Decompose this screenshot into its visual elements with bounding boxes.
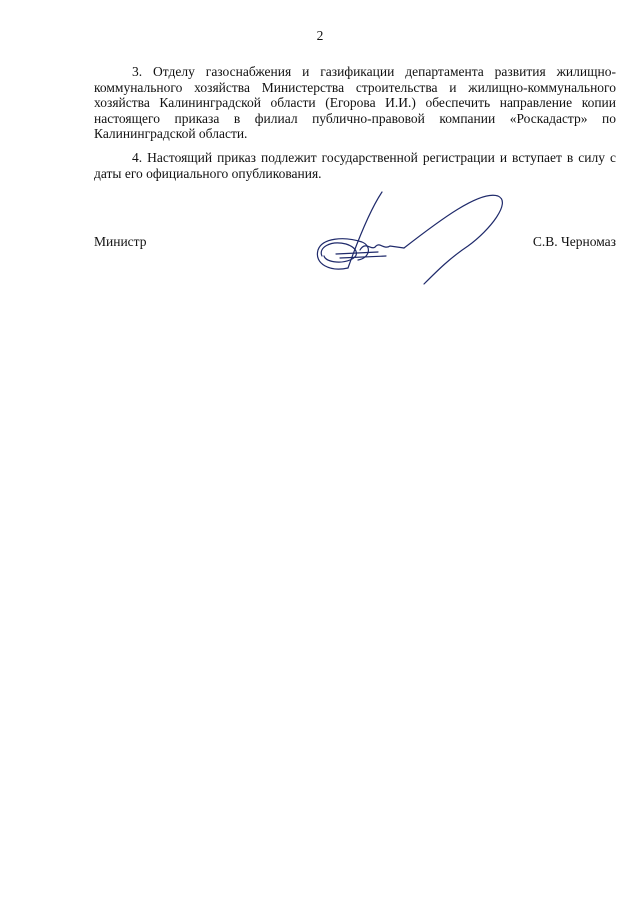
signatory-title: Министр [94,234,147,249]
paragraph-4: 4. Настоящий приказ подлежит государственной регистрации и вступает в силу с даты его официального опубликования. [94,150,616,181]
handwritten-signature-icon [300,180,540,290]
page-number: 2 [316,28,324,43]
signatory-name: С.В. Черномаз [532,234,616,249]
paragraph-3: 3. Отделу газоснабжения и газификации департамента развития жилищно-коммунального хозяйства Министерства строительства и жилищно-коммунального хозяйства Калининградской области (Егорова И.И.) обеспечить направление копии настоящего приказа в филиал публично-правовой компании «Роскадастр» по Калининградской области. [94,64,616,142]
